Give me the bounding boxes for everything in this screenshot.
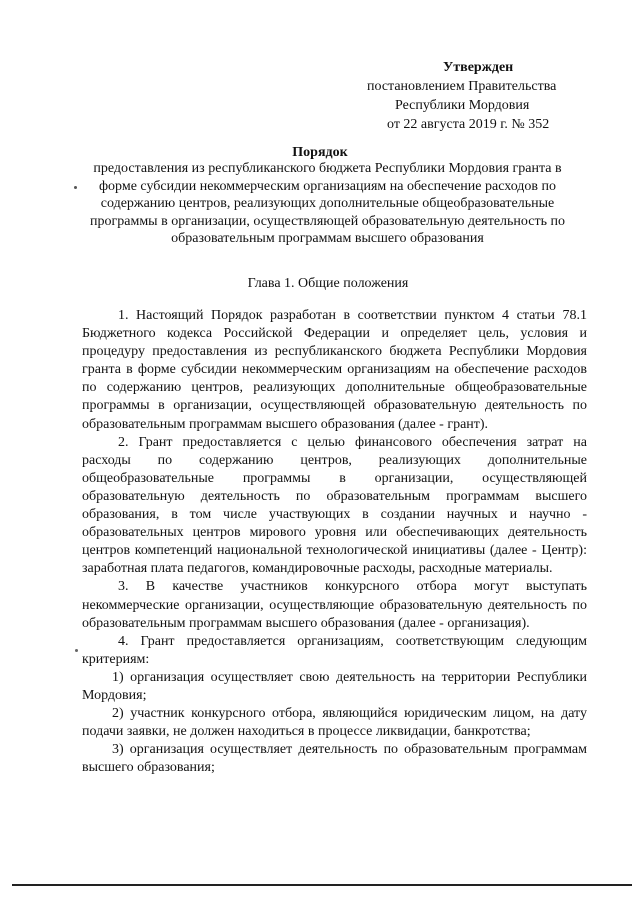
paragraph-3: 3. В качестве участников конкурсного отбора могут выступать некоммерческие организации, осуществляющие образовательную деятельность по образовательным программам высшего образования (далее - организация). — [82, 579, 587, 631]
approval-title: Утвержден — [443, 60, 514, 75]
list-item-1: 1) организация осуществляет свою деятельность на территории Республики Мордовия; — [82, 669, 587, 703]
scan-speck — [74, 186, 77, 189]
document-subtitle: предоставления из республиканского бюджета Республики Мордовия гранта в форме субсидии некоммерческим организациям на обеспечение расходов по содержанию центров, реализующих дополнительные общеобразовательные программы в организации, осуществляющей образовательную деятельность по образовательным программам высшего образования — [90, 161, 565, 247]
scan-speck — [75, 649, 78, 652]
document-body — [82, 307, 587, 777]
scan-edge-line — [12, 884, 632, 886]
paragraph-1: 1. Настоящий Порядок разработан в соответствии пунктом 4 статьи 78.1 Бюджетного кодекса Российской Федерации и определяет цель, условия и процедуру предоставления из республиканского бюджета Республики Мордовия гранта в форме субсидии некоммерческим организациям на обеспечение расходов по содержанию центров, реализующих дополнительные общеобразовательные программы в организации, осуществляющей образовательную деятельность по образовательным программам высшего образования (далее - грант). — [82, 308, 587, 432]
paragraph-2: 2. Грант предоставляется с целью финансового обеспечения затрат на расходы по содержанию центров, реализующих дополнительные общеобразовательные программы в организации, осуществляющей образовательную деятельность по образовательным программам высшего образования, в том числе участвующих в создании научных и научно - образовательных центров мирового уровня или обеспечивающих деятельность центров компетенций национальной технологической инициативы (далее - Центр): заработная плата педагогов, командировочные расходы, расходные материалы. — [82, 434, 587, 577]
approval-line-2: Республики Мордовия — [395, 98, 530, 113]
list-item-3: 3) организация осуществляет деятельность по образовательным программам высшего образования; — [82, 742, 587, 776]
document-title: Порядок — [292, 145, 348, 160]
chapter-heading: Глава 1. Общие положения — [247, 276, 409, 291]
approval-line-1: постановлением Правительства — [367, 79, 557, 94]
approval-block — [365, 58, 556, 134]
paragraph-4: 4. Грант предоставляется организациям, соответствующим следующим критериям: — [82, 633, 587, 667]
approval-line-3: от 22 августа 2019 г. № 352 — [387, 117, 550, 132]
list-item-2: 2) участник конкурсного отбора, являющийся юридическим лицом, на дату подачи заявки, не должен находиться в процессе ликвидации, банкротства; — [82, 706, 587, 740]
